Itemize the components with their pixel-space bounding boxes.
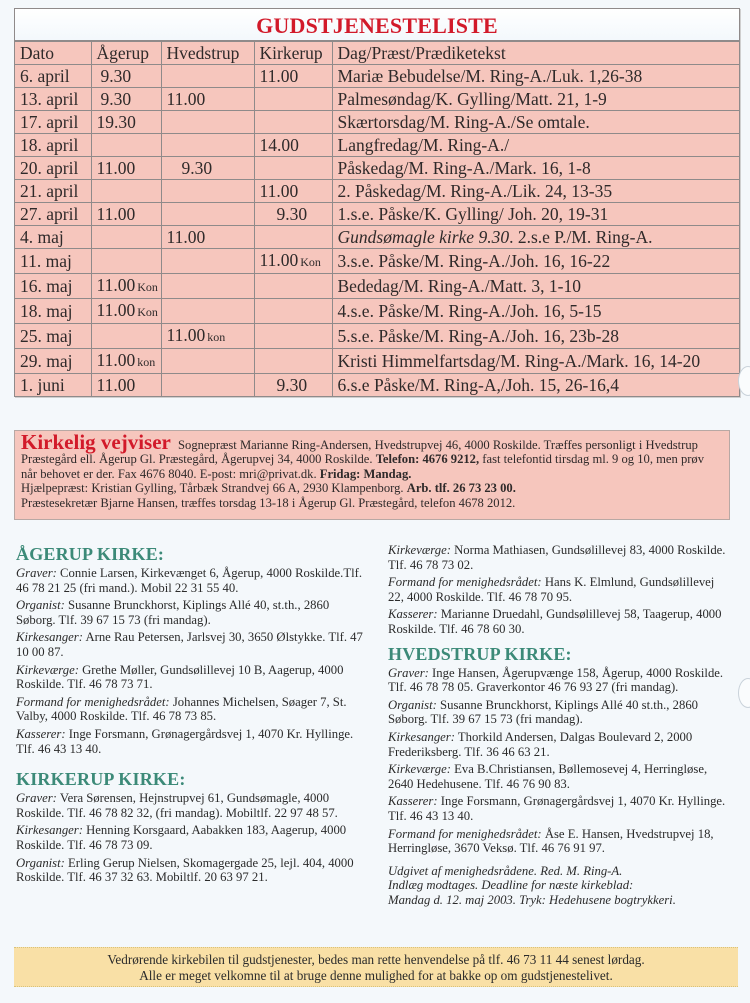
cell-agerup — [91, 226, 161, 249]
cell-day — [332, 299, 739, 324]
staff-details: Erling Gerup Nielsen, Skomagergade 25, lejl. 404, 4000 Roskilde. Tlf. 46 37 32 63. Mobiltlf. 20 63 97 21. — [16, 855, 354, 885]
cell-day — [332, 157, 739, 180]
cell-day — [332, 111, 739, 134]
confirmation-note: Kon — [137, 305, 158, 319]
staff-role: Formand for menighedsrådet: — [16, 694, 170, 709]
agerup-section — [16, 543, 371, 756]
staff-entry — [16, 856, 371, 885]
staff-entry — [16, 727, 371, 756]
cell-kirkerup — [254, 299, 332, 324]
staff-entry — [16, 598, 371, 627]
staff-entry — [16, 695, 371, 724]
cell-agerup — [91, 324, 161, 349]
service-time: 11.00 — [96, 204, 136, 224]
agerup-title: ÅGERUP KIRKE: — [16, 544, 165, 564]
cell-date: 25. maj — [15, 324, 91, 349]
staff-details: Thorkild Andersen, Dalgas Boulevard 2, 2000 Frederiksberg. Tlf. 36 46 63 21. — [388, 729, 693, 759]
right-column — [388, 543, 733, 907]
cell-date: 1. juni — [15, 374, 91, 397]
day-text: Bededag/M. Ring-A./Matt. 3, 1-10 — [337, 276, 582, 296]
cell-agerup — [91, 65, 161, 88]
cell-kirkerup — [254, 111, 332, 134]
cell-day — [332, 274, 739, 299]
hvedstrup-title: HVEDSTRUP KIRKE: — [388, 643, 572, 664]
cell-agerup — [91, 134, 161, 157]
staff-details: Hans K. Elmlund, Gundsølillevej 22, 4000 Roskilde. Tlf. 46 78 70 95. — [388, 575, 715, 604]
staff-role: Kasserer: — [388, 794, 438, 809]
staff-role: Formand for menighedsrådet: — [388, 575, 542, 590]
cell-date: 20. april — [15, 157, 91, 180]
table-header-row — [15, 42, 739, 65]
notice-line-2: Alle er meget velkomne til at bruge denne mulighed for at bakke op om gudstjenestelivet. — [139, 968, 613, 983]
guide-text-1: Sognepræst Marianne Ring-Andersen, Hvedstrupvej 46, 4000 Roskilde. Træffes personligt i Hvedstrup Præstegård ell. Ågerup Gl. Præstegård, Ågerupvej 34, 4000 Roskilde. — [21, 438, 698, 467]
staff-details: Susanne Brunckhorst, Kiplings Allé 40 st.th., 2860 Søborg. Tlf. 39 67 15 73 (fri mandag). — [388, 697, 699, 727]
cell-hvedstrup — [161, 203, 254, 226]
staff-details: Arne Rau Petersen, Jarlsvej 30, 3650 Ølstykke. Tlf. 47 10 00 87. — [16, 630, 363, 659]
service-time: 11.00 — [166, 89, 206, 109]
cell-kirkerup — [254, 374, 332, 397]
service-time: 11.00 — [96, 275, 136, 295]
staff-role: Kasserer: — [16, 726, 66, 741]
day-text: Påskedag/M. Ring-A./Mark. 16, 1-8 — [337, 158, 591, 178]
cell-date: 4. maj — [15, 226, 91, 249]
cell-agerup — [91, 249, 161, 274]
cell-kirkerup — [254, 65, 332, 88]
guide-title: Kirkelig vejviser — [21, 430, 171, 454]
cell-date: 17. april — [15, 111, 91, 134]
day-text: 5.s.e. Påske/M. Ring-A./Joh. 16, 23b-28 — [337, 326, 619, 346]
staff-details: Connie Larsen, Kirkevænget 6, Ågerup, 4000 Roskilde.Tlf. 46 78 21 25 (fri mand.). Mobil 22 31 55 40. — [16, 566, 363, 595]
cell-date: 11. maj — [15, 249, 91, 274]
cell-day — [332, 134, 739, 157]
staff-entry — [388, 575, 733, 604]
cell-hvedstrup — [161, 349, 254, 374]
staff-details: Åse E. Hansen, Hvedstrupvej 18, Herringløse, 3670 Veksø. Tlf. 46 76 91 97. — [388, 826, 714, 856]
cell-agerup — [91, 88, 161, 111]
table-row — [15, 299, 739, 324]
staff-details: Johannes Michelsen, Søager 7, St. Valby, 4000 Roskilde. Tlf. 46 78 73 85. — [16, 694, 347, 724]
staff-role: Kirkesanger: — [388, 729, 455, 744]
cell-agerup — [91, 180, 161, 203]
cell-date: 13. april — [15, 88, 91, 111]
cell-day — [332, 249, 739, 274]
cell-hvedstrup — [161, 299, 254, 324]
staff-entry — [388, 762, 733, 791]
service-schedule — [14, 8, 740, 397]
guide-text-2: fast telefontid tirsdag ml. 9 og 10, men prøv når behovet er der. Fax 4676 8040. E-post: mri@privat.dk. — [21, 452, 705, 481]
table-row — [15, 349, 739, 374]
confirmation-note: Kon — [300, 255, 321, 269]
staff-details: Inge Forsmann, Grønagergårdsvej 1, 4070 Kr. Hyllinge. Tlf. 46 43 13 40. — [16, 726, 354, 756]
church-guide-box — [14, 430, 730, 520]
service-time: 11.00 — [259, 250, 299, 270]
notice-line-1: Vedrørende kirkebilen til gudstjenester, bedes man rette henvendelse på tlf. 46 73 11 44 senest lørdag. — [107, 952, 645, 967]
table-row — [15, 374, 739, 397]
header-day: Dag/Præst/Prædiketekst — [332, 42, 739, 65]
cell-kirkerup — [254, 324, 332, 349]
cell-date: 27. april — [15, 203, 91, 226]
staff-role: Graver: — [16, 566, 57, 580]
service-time: 9.30 — [100, 89, 132, 109]
cell-date: 16. maj — [15, 274, 91, 299]
cell-agerup — [91, 274, 161, 299]
staff-role: Kirkeværge: — [388, 543, 451, 557]
staff-role: Organist: — [16, 598, 65, 613]
day-text: 4.s.e. Påske/M. Ring-A./Joh. 16, 5-15 — [337, 301, 602, 321]
staff-role: Kirkeværge: — [16, 662, 79, 677]
service-time: 11.00 — [96, 158, 136, 178]
staff-details: Inge Forsmann, Grønagergårdsvej 1, 4070 Kr. Hyllinge. Tlf. 46 43 13 40. — [388, 794, 726, 823]
day-text: 6.s.e Påske/M. Ring-A,/Joh. 15, 26-16,4 — [337, 375, 619, 395]
staff-details: Grethe Møller, Gundsølillevej 10 B, Aagerup, 4000 Roskilde. Tlf. 46 78 73 71. — [16, 662, 344, 692]
guide-dayoff: Fridag: Mandag. — [319, 466, 412, 481]
staff-entry — [388, 730, 733, 759]
cell-hvedstrup — [161, 226, 254, 249]
table-row — [15, 65, 739, 88]
day-text: 3.s.e. Påske/M. Ring-A./Joh. 16, 16-22 — [337, 251, 611, 271]
colophon — [388, 864, 733, 908]
kirkerup-title: KIRKERUP KIRKE: — [16, 769, 186, 790]
service-time: 19.30 — [96, 112, 136, 132]
cell-kirkerup — [254, 157, 332, 180]
header-kirkerup: Kirkerup — [254, 42, 332, 65]
cell-date: 18. april — [15, 134, 91, 157]
service-time: 11.00 — [259, 66, 299, 86]
table-row — [15, 203, 739, 226]
cell-agerup — [91, 111, 161, 134]
cell-day — [332, 349, 739, 374]
cell-hvedstrup — [161, 157, 254, 180]
schedule-title: GUDSTJENESTELISTE — [15, 9, 739, 41]
service-time: 11.00 — [166, 227, 206, 247]
cell-hvedstrup — [161, 88, 254, 111]
cell-kirkerup — [254, 88, 332, 111]
cell-day — [332, 65, 739, 88]
staff-role: Kirkesanger: — [16, 630, 83, 645]
day-text: Skærtorsdag/M. Ring-A./Se omtale. — [337, 112, 590, 132]
cell-kirkerup — [254, 249, 332, 274]
cell-agerup — [91, 349, 161, 374]
staff-details: Susanne Brunckhorst, Kiplings Allé 40, st.th., 2860 Søborg. Tlf. 39 67 15 73 (fri mandag). — [16, 598, 330, 627]
table-row — [15, 274, 739, 299]
staff-entry — [16, 823, 371, 852]
staff-details: Norma Mathiasen, Gundsølillevej 83, 4000 Roskilde. Tlf. 46 78 73 02. — [388, 543, 726, 572]
cell-hvedstrup — [161, 374, 254, 397]
staff-entry — [388, 543, 733, 572]
staff-details: Vera Sørensen, Hejnstrupvej 61, Gundsømagle, 4000 Roskilde. Tlf. 46 78 82 32, (fri mandag). Mobiltlf. 22 97 48 57. — [16, 791, 338, 820]
guide-text-4: Præstesekretær Bjarne Hansen, træffes torsdag 13-18 i Ågerup Gl. Præstegård, telefon 4678 2012. — [21, 495, 516, 510]
staff-role: Kirkeværge: — [388, 762, 451, 777]
table-row — [15, 157, 739, 180]
day-prefix: Gundsømagle kirke 9.30 — [337, 227, 510, 247]
staff-entry — [388, 827, 733, 856]
staff-details: Inge Hansen, Ågerupvænge 158, Ågerup, 4000 Roskilde. Tlf. 46 78 78 05. Graverkontor 46 76 93 27 (fri mandag). — [388, 665, 724, 695]
confirmation-note: kon — [207, 330, 226, 344]
service-time: 9.30 — [276, 375, 308, 395]
kirkerup-section — [16, 768, 371, 885]
staff-entry — [388, 794, 733, 823]
cell-date: 21. april — [15, 180, 91, 203]
cell-kirkerup — [254, 180, 332, 203]
cell-hvedstrup — [161, 180, 254, 203]
cell-agerup — [91, 374, 161, 397]
day-text: . 2.s.e P./M. Ring-A. — [509, 227, 653, 247]
cell-date: 29. maj — [15, 349, 91, 374]
day-text: Kristi Himmelfartsdag/M. Ring-A./Mark. 16, 14-20 — [337, 351, 701, 371]
left-column — [16, 543, 371, 888]
cell-day — [332, 324, 739, 349]
hvedstrup-section — [388, 643, 733, 856]
guide-work-phone: Arb. tlf. 26 73 23 00. — [406, 481, 516, 496]
cell-day — [332, 180, 739, 203]
colophon-line-1: Udgivet af menighedsrådene. Red. M. Ring-A. — [388, 863, 623, 878]
confirmation-note: Kon — [137, 280, 158, 294]
service-time: 9.30 — [100, 66, 132, 86]
staff-role: Kirkesanger: — [16, 823, 83, 838]
service-time: 11.00 — [96, 375, 136, 395]
header-hvedstrup: Hvedstrup — [161, 42, 254, 65]
colophon-line-3: Mandag d. 12. maj 2003. Tryk: Hedehusene bogtrykkeri. — [388, 892, 676, 907]
cell-hvedstrup — [161, 111, 254, 134]
staff-entry — [16, 663, 371, 692]
table-row — [15, 111, 739, 134]
service-time: 9.30 — [276, 204, 308, 224]
header-agerup: Ågerup — [91, 42, 161, 65]
staff-role: Graver: — [16, 791, 57, 806]
staff-entry — [16, 791, 371, 820]
service-time: 11.00 — [259, 181, 299, 201]
staff-details: Eva B.Christiansen, Bøllemosevej 4, Herringløse, 2640 Hedehusene. Tlf. 46 76 90 83. — [388, 762, 708, 791]
cell-hvedstrup — [161, 324, 254, 349]
day-text: Langfredag/M. Ring-A./ — [337, 135, 510, 155]
guide-phone: Telefon: 4676 9212, — [375, 452, 480, 467]
day-text: 2. Påskedag/M. Ring-A./Lik. 24, 13-35 — [337, 181, 613, 201]
table-row — [15, 88, 739, 111]
table-row — [15, 180, 739, 203]
cell-kirkerup — [254, 349, 332, 374]
church-car-notice — [14, 947, 738, 987]
staff-entry — [388, 607, 733, 636]
cell-hvedstrup — [161, 249, 254, 274]
cell-day — [332, 374, 739, 397]
staff-details: Henning Korsgaard, Aabakken 183, Aagerup, 4000 Roskilde. Tlf. 46 78 73 09. — [16, 823, 347, 852]
staff-entry — [388, 666, 733, 695]
confirmation-note: kon — [137, 355, 156, 369]
cell-kirkerup — [254, 134, 332, 157]
service-time: 11.00 — [166, 325, 206, 345]
cell-day — [332, 226, 739, 249]
service-time: 9.30 — [181, 158, 213, 178]
cell-kirkerup — [254, 226, 332, 249]
cell-kirkerup — [254, 274, 332, 299]
cell-date: 18. maj — [15, 299, 91, 324]
day-text: 1.s.e. Påske/K. Gylling/ Joh. 20, 19-31 — [337, 204, 609, 224]
binder-hole-icon — [738, 678, 750, 708]
staff-details: Marianne Druedahl, Gundsølillevej 58, Taagerup, 4000 Roskilde. Tlf. 46 78 60 30. — [388, 607, 722, 636]
service-time: 11.00 — [96, 300, 136, 320]
cell-agerup — [91, 299, 161, 324]
cell-date: 6. april — [15, 65, 91, 88]
staff-role: Graver: — [388, 665, 429, 680]
cell-agerup — [91, 157, 161, 180]
table-row — [15, 324, 739, 349]
table-row — [15, 226, 739, 249]
cell-hvedstrup — [161, 65, 254, 88]
header-date: Dato — [15, 42, 91, 65]
service-time: 11.00 — [96, 350, 136, 370]
staff-entry — [16, 566, 371, 595]
cell-hvedstrup — [161, 274, 254, 299]
table-row — [15, 249, 739, 274]
staff-entry — [388, 698, 733, 727]
cell-day — [332, 88, 739, 111]
service-time: 14.00 — [259, 135, 299, 155]
guide-text-3: Hjælpepræst: Kristian Gylling, Tårbæk Strandvej 66 A, 2930 Klampenborg. — [21, 481, 404, 496]
day-text: Palmesøndag/K. Gylling/Matt. 21, 1-9 — [337, 89, 607, 109]
cell-agerup — [91, 203, 161, 226]
staff-role: Kasserer: — [388, 607, 438, 622]
colophon-line-2: Indlæg modtages. Deadline for næste kirkeblad: — [388, 878, 634, 893]
schedule-table — [15, 41, 739, 396]
table-row — [15, 134, 739, 157]
staff-role: Formand for menighedsrådet: — [388, 826, 542, 841]
cell-hvedstrup — [161, 134, 254, 157]
cell-day — [332, 203, 739, 226]
staff-role: Organist: — [16, 855, 65, 870]
day-text: Mariæ Bebudelse/M. Ring-A./Luk. 1,26-38 — [337, 66, 643, 86]
staff-entry — [16, 630, 371, 659]
staff-role: Organist: — [388, 697, 437, 712]
cell-kirkerup — [254, 203, 332, 226]
